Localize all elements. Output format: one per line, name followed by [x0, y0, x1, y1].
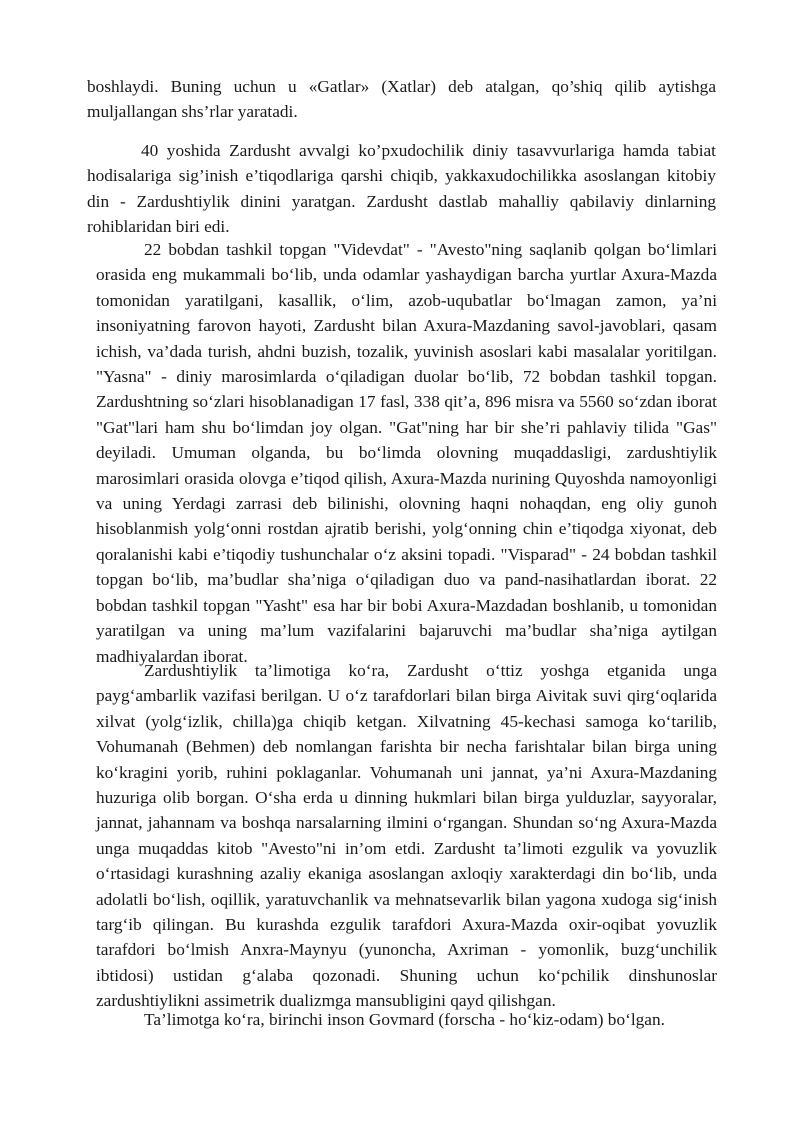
paragraph-zardusht-religion: 40 yoshida Zardusht avvalgi ko’pxudochilik diniy tasavvurlariga hamda tabiat hodisalariga sig’inish e’tiqodlariga qarshi chiqib, yakkaxudochilikka asoslangan kitobiy din - Zardushtiylik dinini yaratgan. Zardusht dastlab mahalliy qabilaviy dinlarning rohiblaridan biri edi.: [87, 141, 716, 237]
paragraph-continuation: boshlaydi. Buning uchun u «Gatlar» (Xatlar) deb atalgan, qo’shiq qilib aytishga muljallangan shs’rlar yaratadi.: [87, 77, 716, 122]
paragraph-zardushtiylik-teaching: Zardushtiylik ta’limotiga ko‘ra, Zardusht o‘ttiz yoshga etganida unga payg‘ambarlik vazifasi berilgan. U o‘z tarafdorlari bilan birga Aivitak suvi qirg‘oqlarida xilvat (yolg‘izlik, chilla)ga chiqib ketgan. Xilvatning 45-kechasi samoga ko‘tarilib, Vohumanah (Behmen) deb nomlangan farishta bir necha farishtalar bilan birga uning ko‘kragini yorib, ruhini poklaganlar. Vohumanah uni jannat, ya’ni Axura-Mazdaning huzuriga olib borgan. O‘sha erda u dinning hukmlari bilan birga yulduzlar, sayyoralar, jannat, jahannam va boshqa narsalarning ilmini o‘rgangan. Shundan so‘ng Axura-Mazda unga muqaddas kitob "Avesto"ni in’om etdi. Zardusht ta’limoti ezgulik va yovuzlik o‘rtasidagi kurashning azaliy ekaniga asoslangan axloqiy xarakterdagi din bo‘lib, unda adolatli bo‘lish, oqillik, yaratuvchanlik va mehnatsevarlik bilan yagona xudoga sig‘inish targ‘ib qilingan. Bu kurashda ezgulik tarafdori Axura-Mazda oxir-oqibat yovuzlik tarafdori bo‘lmish Anxra-Maynyu (yunoncha, Axriman - yomonlik, buzg‘unchilik ibtidosi) ustidan g‘alaba qozonadi. Shuning uchun ko‘pchilik dinshunoslar zardushtiylikni assimetrik dualizmga mansubligini qayd qilishgan.: [96, 661, 717, 1011]
paragraph-first-human: Ta’limotga ko‘ra, birinchi inson Govmard (forscha - ho‘kiz-odam) bo‘lgan.: [144, 1010, 665, 1029]
paragraph-avesto-parts: 22 bobdan tashkil topgan "Videvdat" - "Avesto"ning saqlanib qolgan bo‘limlari orasida eng mukammali bo‘lib, unda odamlar yashaydigan barcha yurtlar Axura-Mazda tomonidan yaratilgani, kasallik, o‘lim, azob-uqubatlar bo‘lmagan zamon, ya’ni insoniyatning farovon hayoti, Zardusht bilan Axura-Mazdaning savol-javoblari, qasam ichish, va’dada turish, ahdni buzish, tozalik, yuvinish asoslari kabi masalalar yoritilgan. "Yasna" - diniy marosimlarda o‘qiladigan duolar bo‘lib, 72 bobdan tashkil topgan. Zardushtning so‘zlari hisoblanadigan 17 fasl, 338 qit’a, 896 misra va 5560 so‘zdan iborat "Gat"lari ham shu bo‘limdan joy olgan. "Gat"ning har bir she’ri pahlaviy tilida "Gas" deyiladi. Umuman olganda, bu bo‘limda olovning muqaddasligi, zardushtiylik marosimlari orasida olovga e’tiqod qilish, Axura-Mazda nurining Quyoshda namoyonligi va uning Yerdagi zarrasi deb bilinishi, olovning haqni nohaqdan, eng oliy gunoh hisoblanmish yolg‘onni rostdan ajratib berishi, yolg‘onning chin e’tiqodga xiyonat, deb qoralanishi kabi e’tiqodiy tushunchalar o‘z aksini topadi. "Visparad" - 24 bobdan tashkil topgan bo‘lib, ma’budlar sha’niga o‘qiladigan duo va pand-nasihatlardan iborat. 22 bobdan tashkil topgan "Yasht" esa har bir bobi Axura-Mazdadan boshlanib, u tomonidan yaratilgan va uning ma’lum vazifalarini bajaruvchi ma’budlar sha’niga aytilgan madhiyalardan iborat.: [96, 240, 717, 666]
